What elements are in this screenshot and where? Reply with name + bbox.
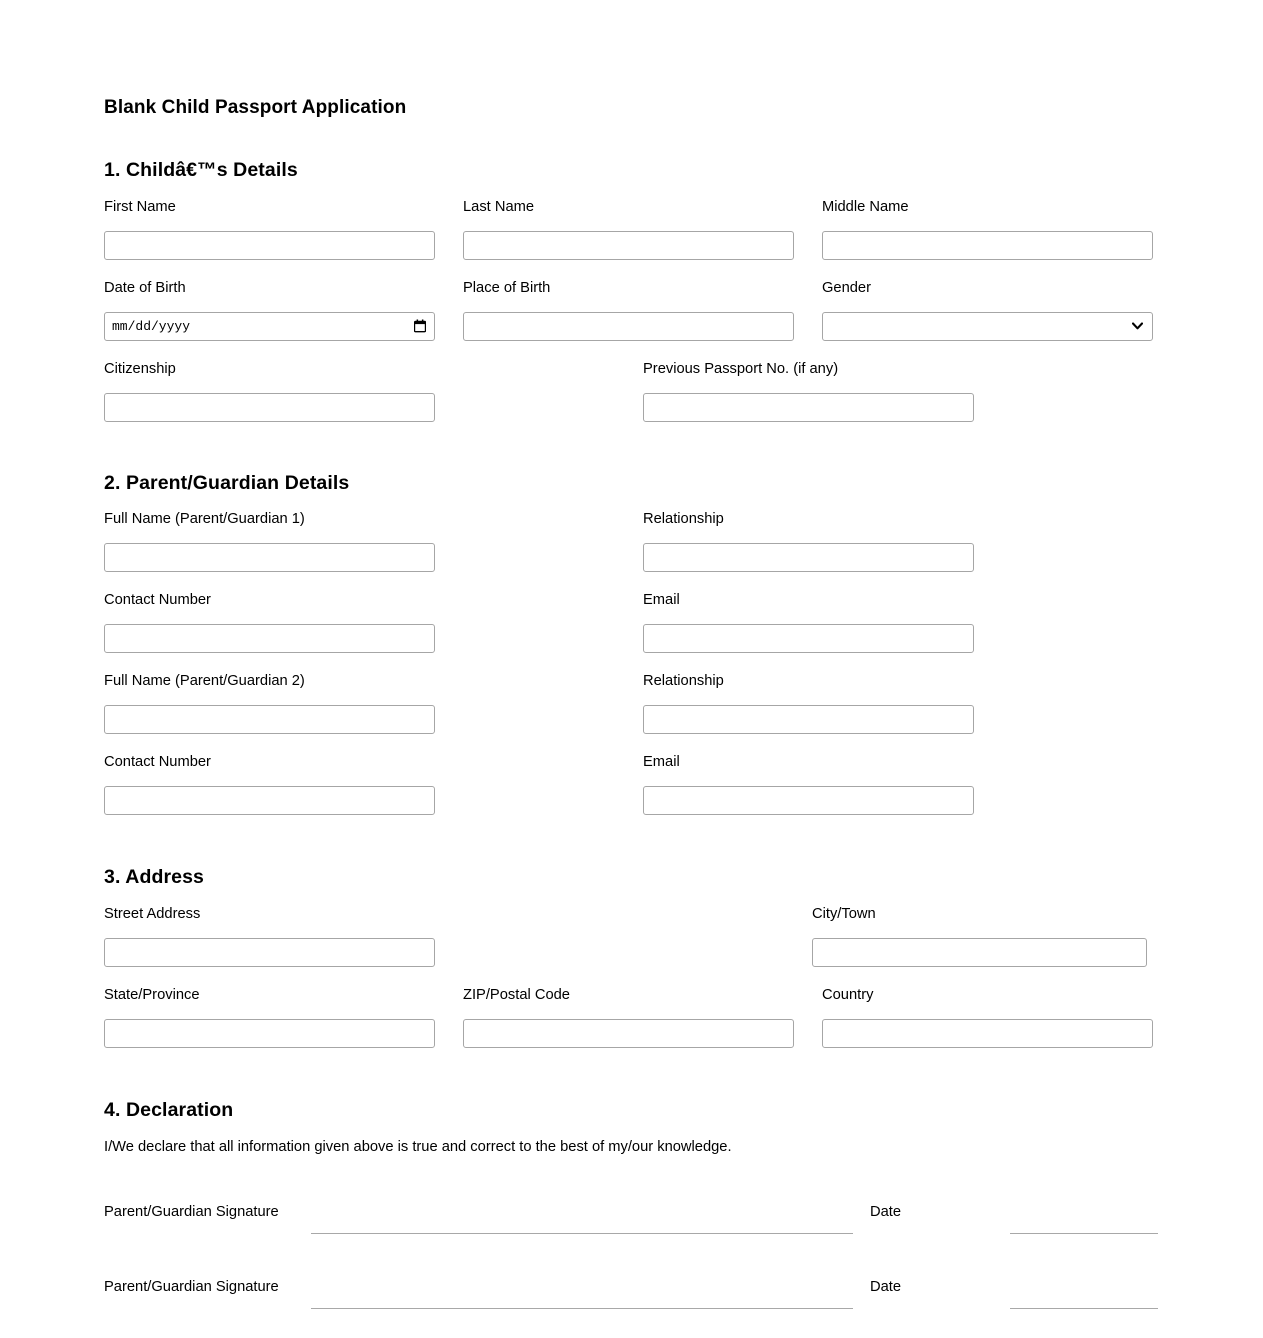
child-name-row bbox=[104, 199, 1159, 275]
zip-postal-code-label: ZIP/Postal Code bbox=[463, 986, 570, 1003]
previous-passport-label: Previous Passport No. (if any) bbox=[643, 360, 839, 377]
calendar-icon[interactable] bbox=[414, 320, 426, 333]
guardian2-contact-number-input[interactable] bbox=[104, 786, 435, 815]
citizenship-input[interactable] bbox=[104, 393, 435, 422]
zip-postal-code-input[interactable] bbox=[463, 1019, 794, 1048]
gender-label: Gender bbox=[822, 279, 871, 296]
chevron-down-icon[interactable] bbox=[1132, 322, 1143, 330]
previous-passport-input[interactable] bbox=[643, 393, 974, 422]
signature-line-2[interactable] bbox=[311, 1308, 853, 1309]
field-previous-passport bbox=[643, 361, 974, 422]
date-of-birth-placeholder-text: mm/dd/yyyy bbox=[112, 318, 191, 334]
guardian1-email-input[interactable] bbox=[643, 624, 974, 653]
signature-date-label-1: Date bbox=[870, 1204, 902, 1220]
state-province-label: State/Province bbox=[104, 986, 200, 1003]
field-place-of-birth bbox=[463, 280, 794, 341]
field-date-of-birth bbox=[104, 280, 435, 341]
child-birth-row bbox=[104, 280, 1159, 356]
gender-select[interactable] bbox=[822, 312, 1153, 341]
guardian1-contact-number-label: Contact Number bbox=[104, 592, 211, 608]
first-name-input[interactable] bbox=[104, 231, 435, 260]
guardian1-contact-row bbox=[104, 592, 1159, 668]
page-title: Blank Child Passport Application bbox=[104, 97, 407, 118]
guardian2-full-name-input[interactable] bbox=[104, 705, 435, 734]
signature-label-1: Parent/Guardian Signature bbox=[104, 1204, 279, 1220]
signature-label-2: Parent/Guardian Signature bbox=[104, 1279, 279, 1295]
date-of-birth-input[interactable] bbox=[104, 312, 435, 341]
signature-date-line-2[interactable] bbox=[1010, 1308, 1158, 1309]
last-name-label: Last Name bbox=[463, 198, 535, 215]
guardian2-name-row bbox=[104, 673, 1159, 749]
guardian2-full-name-label: Full Name (Parent/Guardian 2) bbox=[104, 673, 305, 689]
field-first-name bbox=[104, 199, 435, 260]
guardian2-contact-number-label: Contact Number bbox=[104, 754, 211, 770]
guardian2-contact-row bbox=[104, 754, 1159, 830]
child-citizenship-row bbox=[104, 361, 1159, 437]
signature-row-2 bbox=[104, 1279, 1159, 1313]
first-name-label: First Name bbox=[104, 198, 176, 215]
field-middle-name bbox=[822, 199, 1153, 260]
section-heading-child-details: 1. Childâ€™s Details bbox=[104, 159, 298, 181]
guardian2-email-input[interactable] bbox=[643, 786, 974, 815]
city-town-input[interactable] bbox=[812, 938, 1147, 967]
field-guardian1-email bbox=[643, 592, 974, 653]
country-input[interactable] bbox=[822, 1019, 1153, 1048]
state-province-input[interactable] bbox=[104, 1019, 435, 1048]
street-address-input[interactable] bbox=[104, 938, 435, 967]
guardian1-relationship-label: Relationship bbox=[643, 511, 724, 527]
field-guardian2-email bbox=[643, 754, 974, 815]
citizenship-label: Citizenship bbox=[104, 360, 176, 377]
guardian1-full-name-input[interactable] bbox=[104, 543, 435, 572]
guardian2-email-label: Email bbox=[643, 754, 680, 770]
guardian2-relationship-label: Relationship bbox=[643, 673, 724, 689]
section-heading-declaration: 4. Declaration bbox=[104, 1098, 234, 1121]
middle-name-input[interactable] bbox=[822, 231, 1153, 260]
guardian1-contact-number-input[interactable] bbox=[104, 624, 435, 653]
field-guardian2-relationship bbox=[643, 673, 974, 734]
field-last-name bbox=[463, 199, 794, 260]
place-of-birth-label: Place of Birth bbox=[463, 279, 551, 296]
guardian1-email-label: Email bbox=[643, 592, 680, 608]
address-street-row bbox=[104, 906, 1159, 982]
field-guardian1-relationship bbox=[643, 511, 974, 572]
field-guardian1-contact-number bbox=[104, 592, 435, 653]
last-name-input[interactable] bbox=[463, 231, 794, 260]
field-guardian2-full-name bbox=[104, 673, 435, 734]
signature-date-label-2: Date bbox=[870, 1279, 902, 1295]
section-heading-address: 3. Address bbox=[104, 866, 204, 888]
field-gender bbox=[822, 280, 1153, 341]
field-guardian2-contact-number bbox=[104, 754, 435, 815]
field-state-province bbox=[104, 987, 435, 1048]
guardian1-relationship-input[interactable] bbox=[643, 543, 974, 572]
section-heading-parent-details: 2. Parent/Guardian Details bbox=[104, 471, 350, 494]
place-of-birth-input[interactable] bbox=[463, 312, 794, 341]
field-guardian1-full-name bbox=[104, 511, 435, 572]
address-region-row bbox=[104, 987, 1159, 1063]
field-country bbox=[822, 987, 1153, 1048]
field-street-address bbox=[104, 906, 435, 967]
street-address-label: Street Address bbox=[104, 905, 201, 922]
field-city-town bbox=[812, 906, 1147, 967]
signature-line-1[interactable] bbox=[311, 1233, 853, 1234]
guardian1-full-name-label: Full Name (Parent/Guardian 1) bbox=[104, 511, 305, 527]
guardian2-relationship-input[interactable] bbox=[643, 705, 974, 734]
middle-name-label: Middle Name bbox=[822, 198, 909, 215]
city-town-label: City/Town bbox=[812, 905, 876, 922]
declaration-text: I/We declare that all information given above is true and correct to the best of my/our knowledge. bbox=[104, 1139, 732, 1155]
signature-row-1 bbox=[104, 1204, 1159, 1238]
signature-date-line-1[interactable] bbox=[1010, 1233, 1158, 1234]
field-zip-postal-code bbox=[463, 987, 794, 1048]
country-label: Country bbox=[822, 986, 874, 1003]
date-of-birth-label: Date of Birth bbox=[104, 279, 186, 296]
field-citizenship bbox=[104, 361, 435, 422]
guardian1-name-row bbox=[104, 511, 1159, 587]
